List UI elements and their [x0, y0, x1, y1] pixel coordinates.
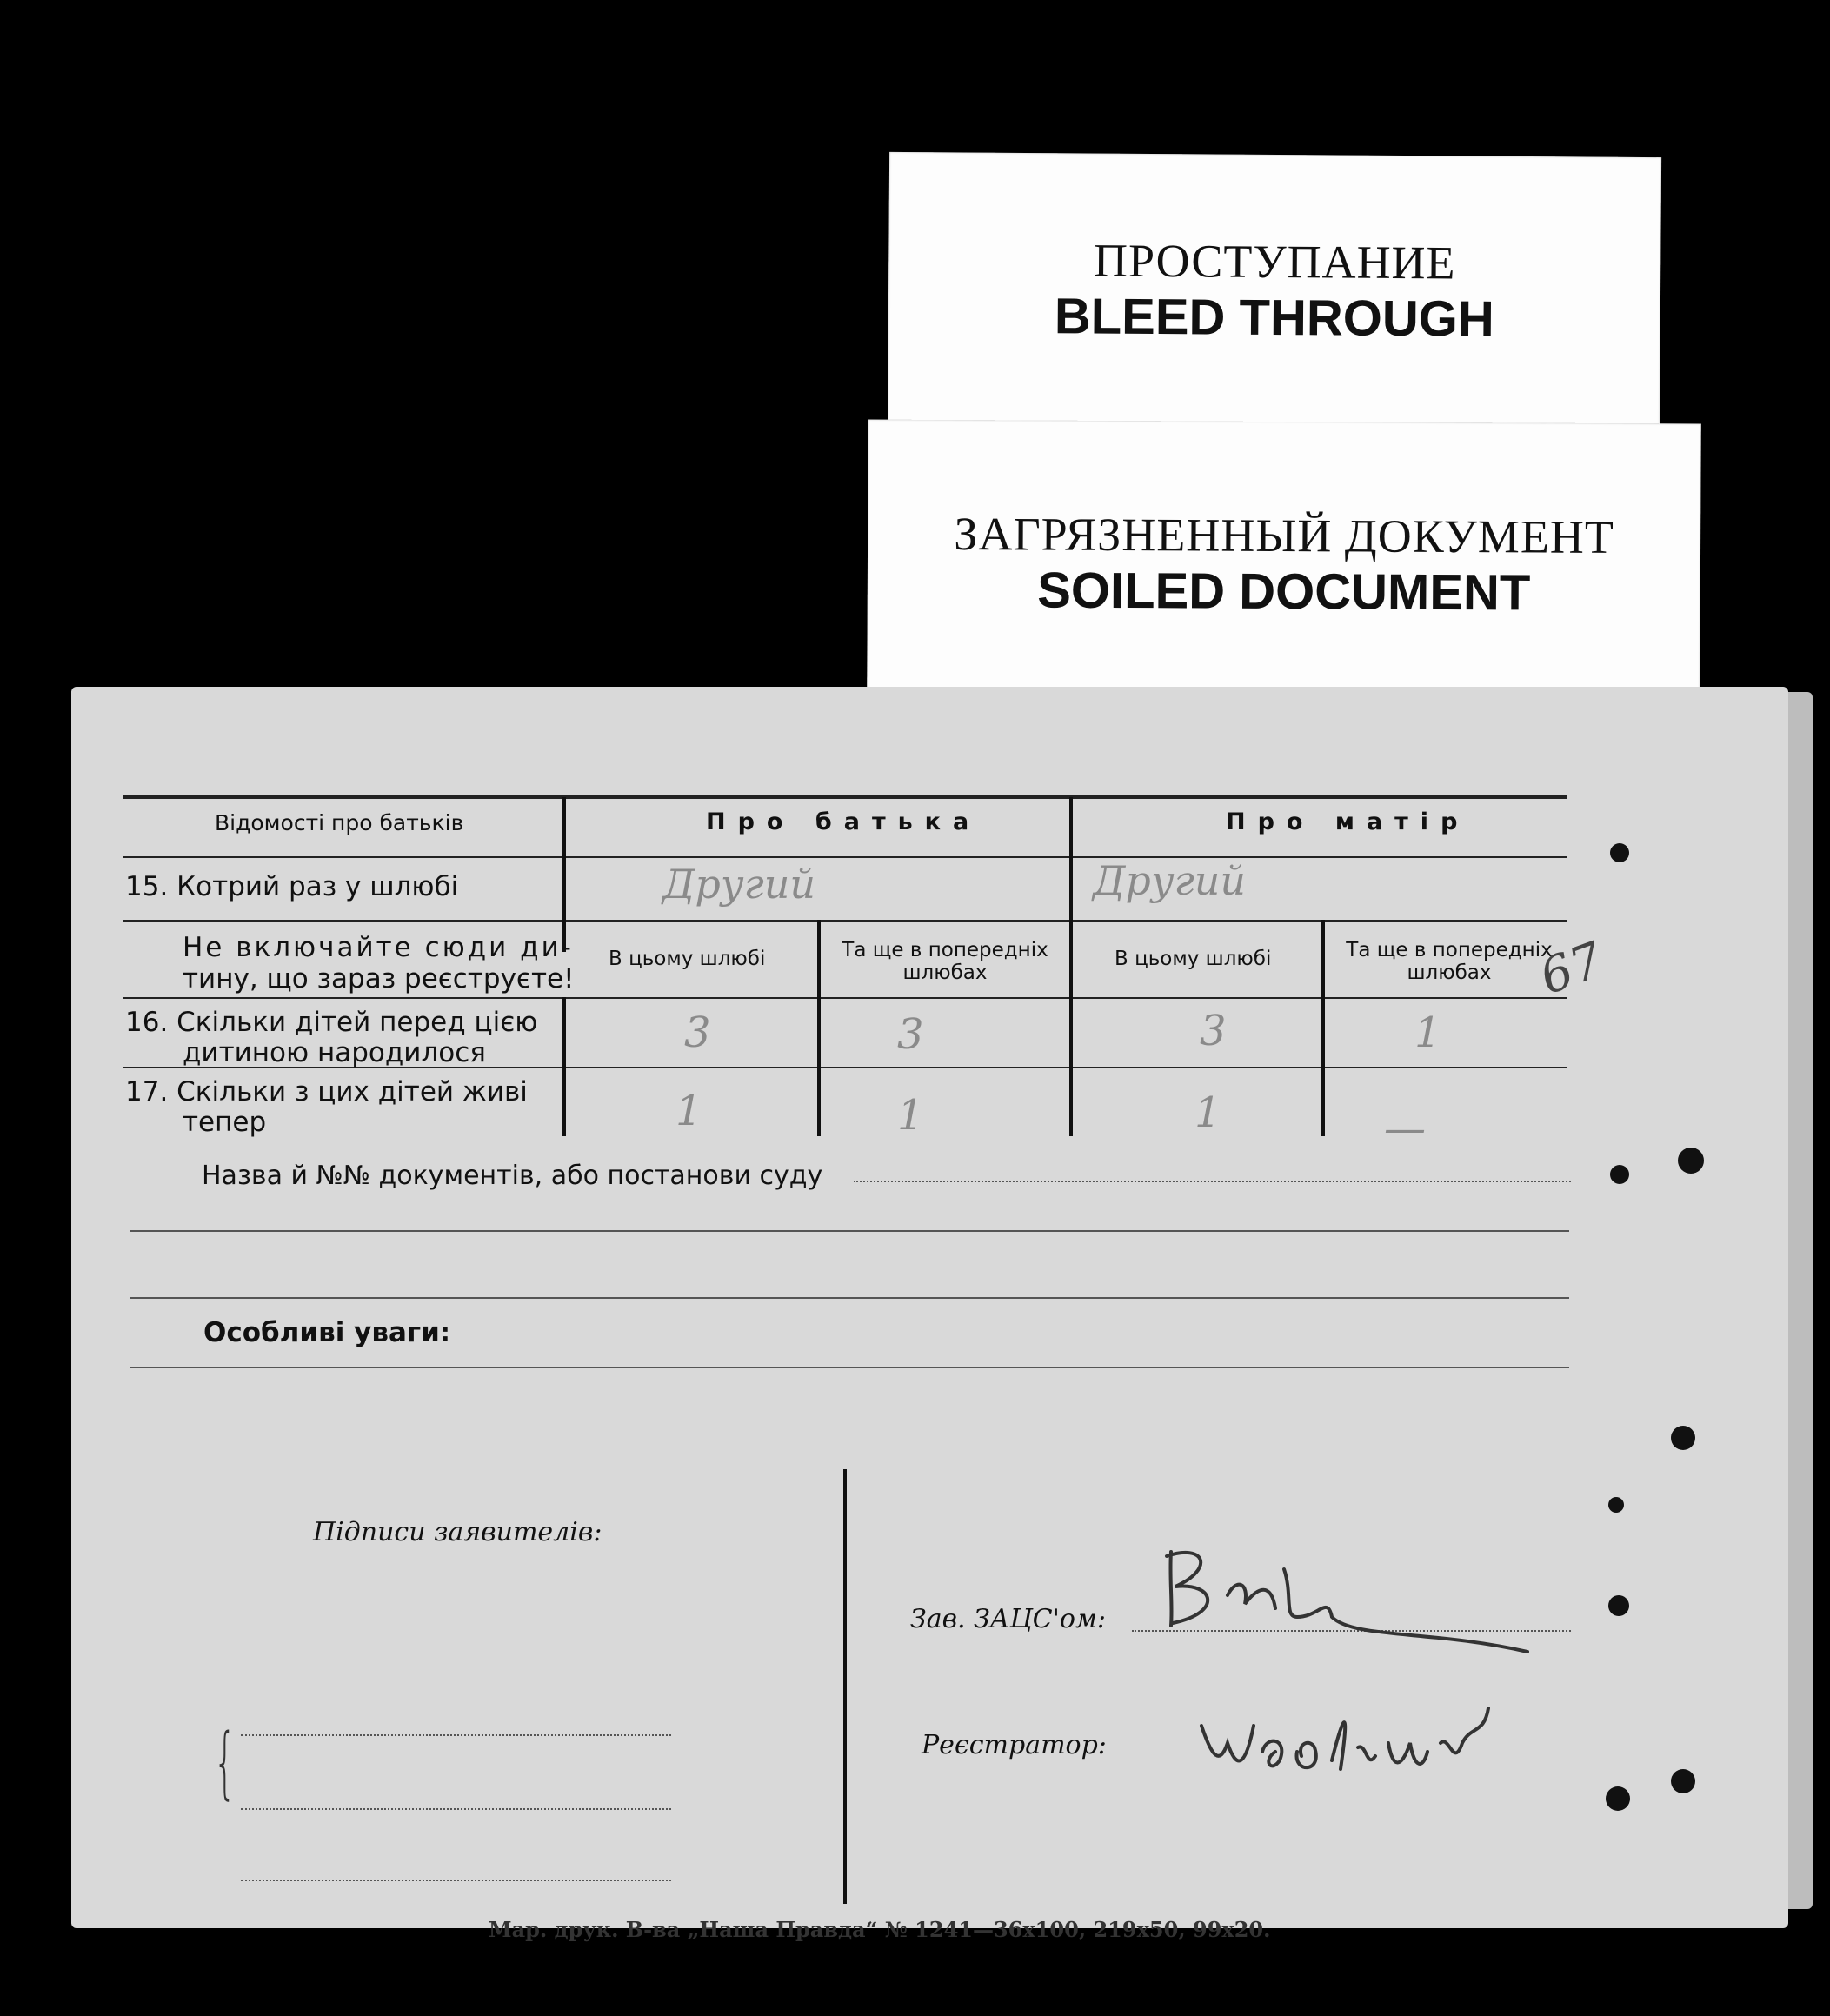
head-zags-label: Зав. ЗАЦС'ом:: [910, 1604, 1106, 1634]
documents-line-3: [130, 1297, 1569, 1299]
soiled-document-ru: ЗАГРЯЗНЕННЫЙ ДОКУМЕНТ: [954, 508, 1615, 563]
row17-mother-this: 1: [1194, 1088, 1221, 1137]
row15-father-value: Другий: [662, 861, 816, 908]
table-top-rule: [123, 795, 1567, 799]
documents-dotted-line: [854, 1181, 1571, 1182]
subheader-rule: [123, 997, 1567, 999]
soiled-document-label: [867, 419, 1701, 693]
about-mother-header: Про матір: [1226, 808, 1470, 835]
row16-line2: дитиною народилося: [183, 1037, 486, 1068]
row17-line1: 17. Скільки з цих дітей живі: [125, 1076, 528, 1108]
binding-hole: [1610, 843, 1629, 862]
row15-label: 15. Котрий раз у шлюбі: [125, 871, 459, 902]
about-father-header: Про батька: [706, 808, 982, 835]
row15-rule: [123, 920, 1567, 922]
registrar-signature: [1193, 1691, 1541, 1786]
header-rule: [123, 856, 1567, 858]
father-mother-divider: [1069, 797, 1073, 1136]
documents-label: Назва й №№ документів, або постанови суду: [202, 1161, 823, 1191]
card-edge: [1788, 692, 1813, 1909]
bleed-through-en: BLEED THROUGH: [1054, 288, 1494, 348]
father-prev-header-line1: Та ще в попередніх: [842, 939, 1048, 961]
applicant-signature-line-3: [241, 1880, 671, 1881]
row16-father-this: 3: [684, 1008, 711, 1057]
bleed-through-ru: ПРОСТУПАНИЕ: [1093, 234, 1456, 289]
applicants-brace: {: [213, 1717, 236, 1808]
parents-info-header: Відомості про батьків: [215, 810, 464, 835]
bleed-through-label: [888, 152, 1661, 440]
row17-line2: тепер: [183, 1107, 267, 1138]
row16-mother-this: 3: [1200, 1007, 1227, 1055]
row16-line1: 16. Скільки дітей перед цією: [125, 1007, 538, 1038]
father-subcol-divider: [817, 920, 821, 1136]
mother-prev-header-line1: Та ще в попередніх: [1346, 939, 1553, 961]
documents-line-2: [130, 1230, 1569, 1232]
note-line1: Не включайте сюди ди-: [183, 932, 574, 963]
mother-subcol-divider: [1321, 920, 1325, 1136]
parents-col-divider-bottom: [562, 997, 566, 1136]
binding-hole: [1610, 1165, 1629, 1184]
row17-father-this: 1: [675, 1087, 702, 1135]
registration-form-card: [71, 687, 1788, 1942]
parents-col-divider-top: [562, 797, 566, 952]
father-prev-header-line2: шлюбах: [902, 961, 988, 984]
row16-father-prev: 3: [897, 1010, 924, 1059]
margin-mark: 67: [1533, 931, 1611, 1007]
father-this-marriage-header: В цьому шлюбі: [609, 948, 766, 970]
applicants-signatures-label: Підписи заявителів:: [313, 1517, 602, 1547]
soiled-document-en: SOILED DOCUMENT: [1037, 562, 1531, 622]
signature-divider: [843, 1469, 847, 1904]
printer-imprint: Мар. друк. В-ва „Наша Правда“ № 1241—36х100, 219х50, 99х20.: [489, 1917, 1271, 1942]
row17-mother-prev: —: [1384, 1104, 1426, 1153]
binding-hole: [1608, 1497, 1624, 1513]
registrar-label: Реєстратор:: [922, 1730, 1107, 1760]
applicant-signature-line-2: [241, 1808, 671, 1810]
binding-hole: [1671, 1769, 1695, 1793]
mother-prev-header-line2: шлюбах: [1407, 961, 1492, 984]
row15-mother-value: Другий: [1093, 857, 1247, 904]
row16-mother-prev: 1: [1414, 1008, 1441, 1057]
mother-this-marriage-header: В цьому шлюбі: [1115, 948, 1272, 970]
row17-father-prev: 1: [897, 1091, 924, 1140]
binding-hole: [1608, 1595, 1629, 1616]
applicant-signature-line-1: [241, 1734, 671, 1736]
special-notes-label: Особливі уваги:: [203, 1317, 451, 1348]
binding-hole: [1671, 1426, 1695, 1450]
binding-hole: [1678, 1148, 1704, 1174]
head-zags-signature: [1154, 1534, 1554, 1656]
special-notes-line: [130, 1367, 1569, 1368]
binding-hole: [1606, 1786, 1630, 1811]
note-line2: тину, що зараз реєструєте!: [183, 963, 575, 995]
